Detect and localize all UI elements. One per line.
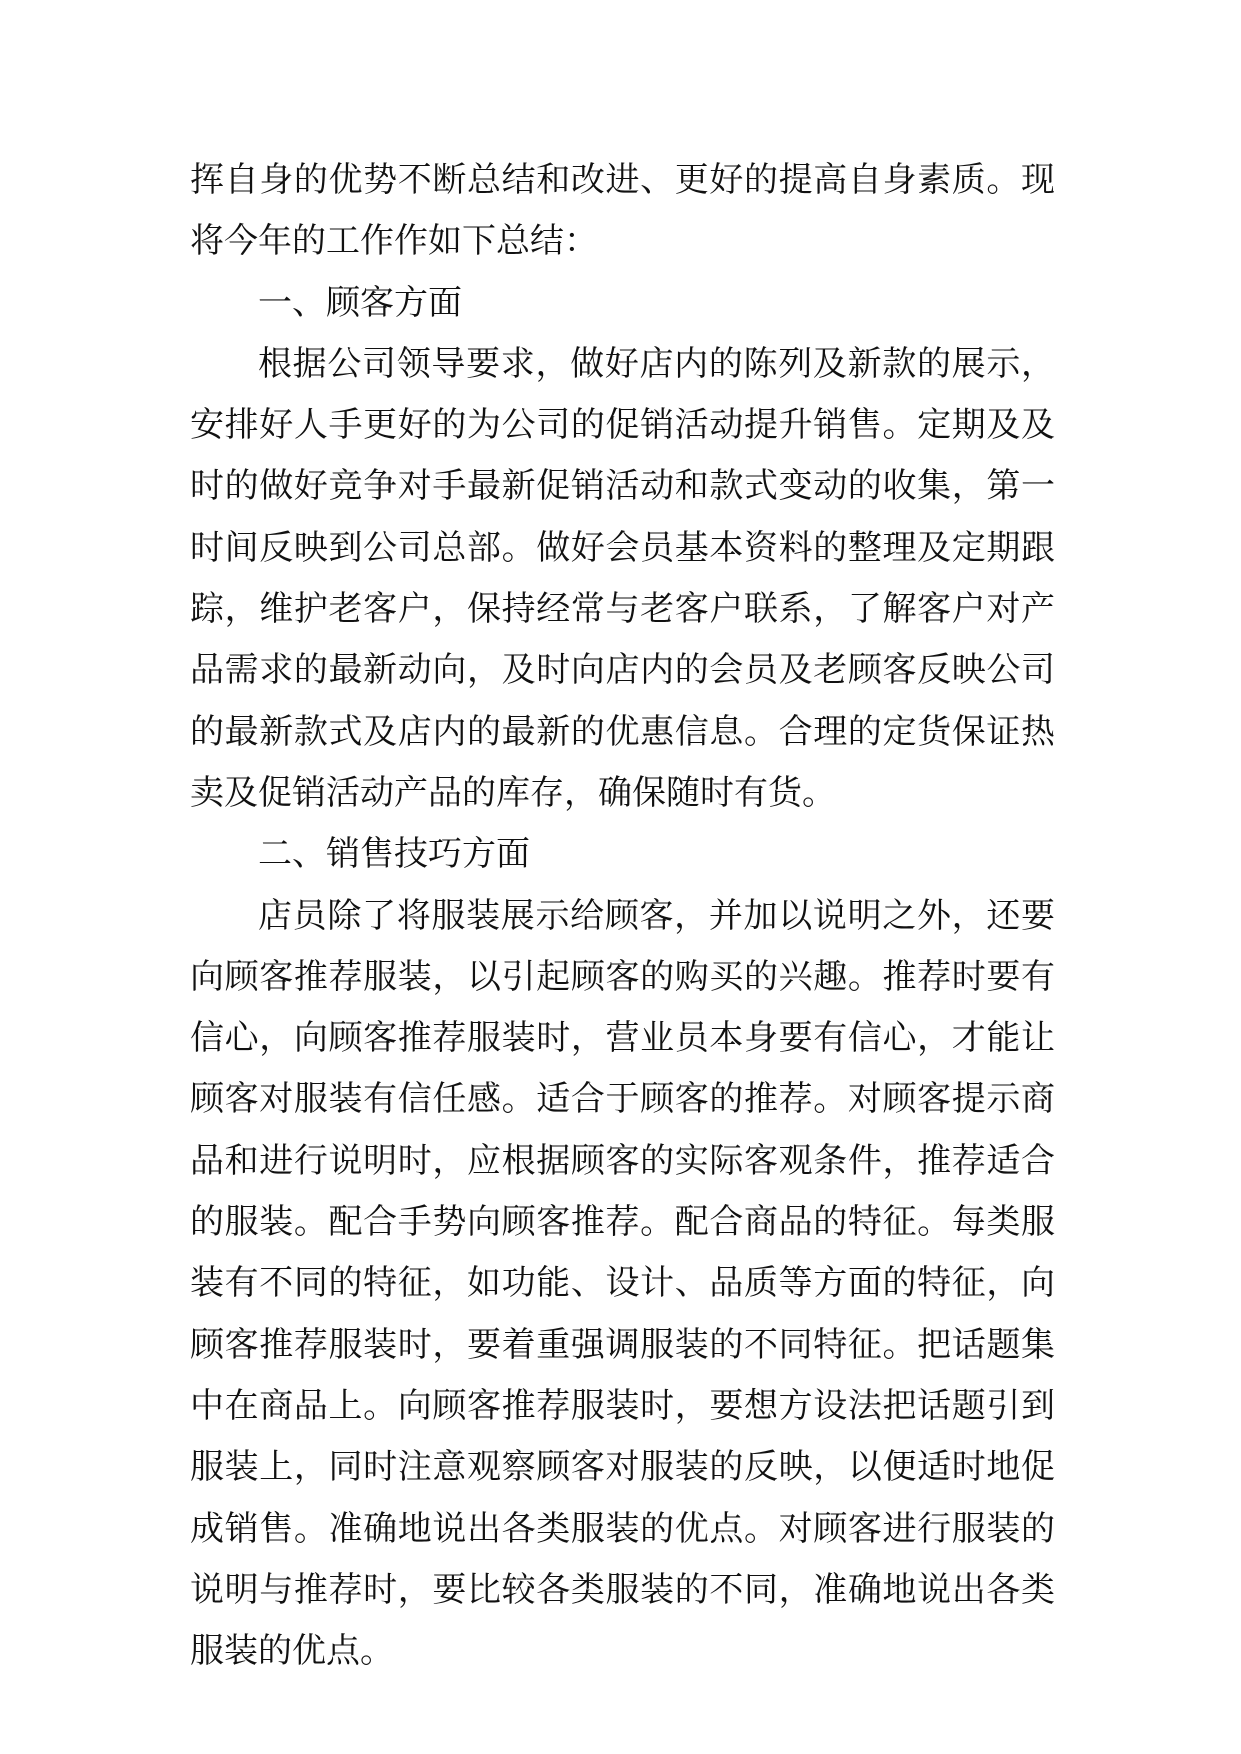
intro-paragraph: 挥自身的优势不断总结和改进、更好的提高自身素质。现将今年的工作作如下总结：	[190, 160, 1055, 262]
section-heading-customers: 一、顾客方面	[258, 282, 462, 323]
section-body-sales-skills: 店员除了将服装展示给顾客，并加以说明之外，还要向顾客推荐服装，以引起顾客的购买的兴趣。推荐时要有信心，向顾客推荐服装时，营业员本身要有信心，才能让顾客对服装有信任感。适合于顾客的推荐。对顾客提示商品和进行说明时，应根据顾客的实际客观条件，推荐适合的服装。配合手势向顾客推荐。配合商品的特征。每类服装有不同的特征，如功能、设计、品质等方面的特征，向顾客推荐服装时，要着重强调服装的不同特征。把话题集中在商品上。向顾客推荐服装时，要想方设法把话题引到服装上，同时注意观察顾客对服装的反映，以便适时地促成销售。准确地说出各类服装的优点。对顾客进行服装的说明与推荐时，要比较各类服装的不同，准确地说出各类服装的优点。	[190, 895, 1055, 1672]
section-heading-sales-skills: 二、销售技巧方面	[258, 834, 530, 875]
document-page	[190, 150, 1055, 1682]
section-body-customers: 根据公司领导要求，做好店内的陈列及新款的展示，安排好人手更好的为公司的促销活动提升销售。定期及及时的做好竞争对手最新促销活动和款式变动的收集，第一时间反映到公司总部。做好会员基本资料的整理及定期跟踪，维护老客户，保持经常与老客户联系，了解客户对产品需求的最新动向，及时向店内的会员及老顾客反映公司的最新款式及店内的最新的优惠信息。合理的定货保证热卖及促销活动产品的库存，确保随时有货。	[190, 343, 1055, 813]
